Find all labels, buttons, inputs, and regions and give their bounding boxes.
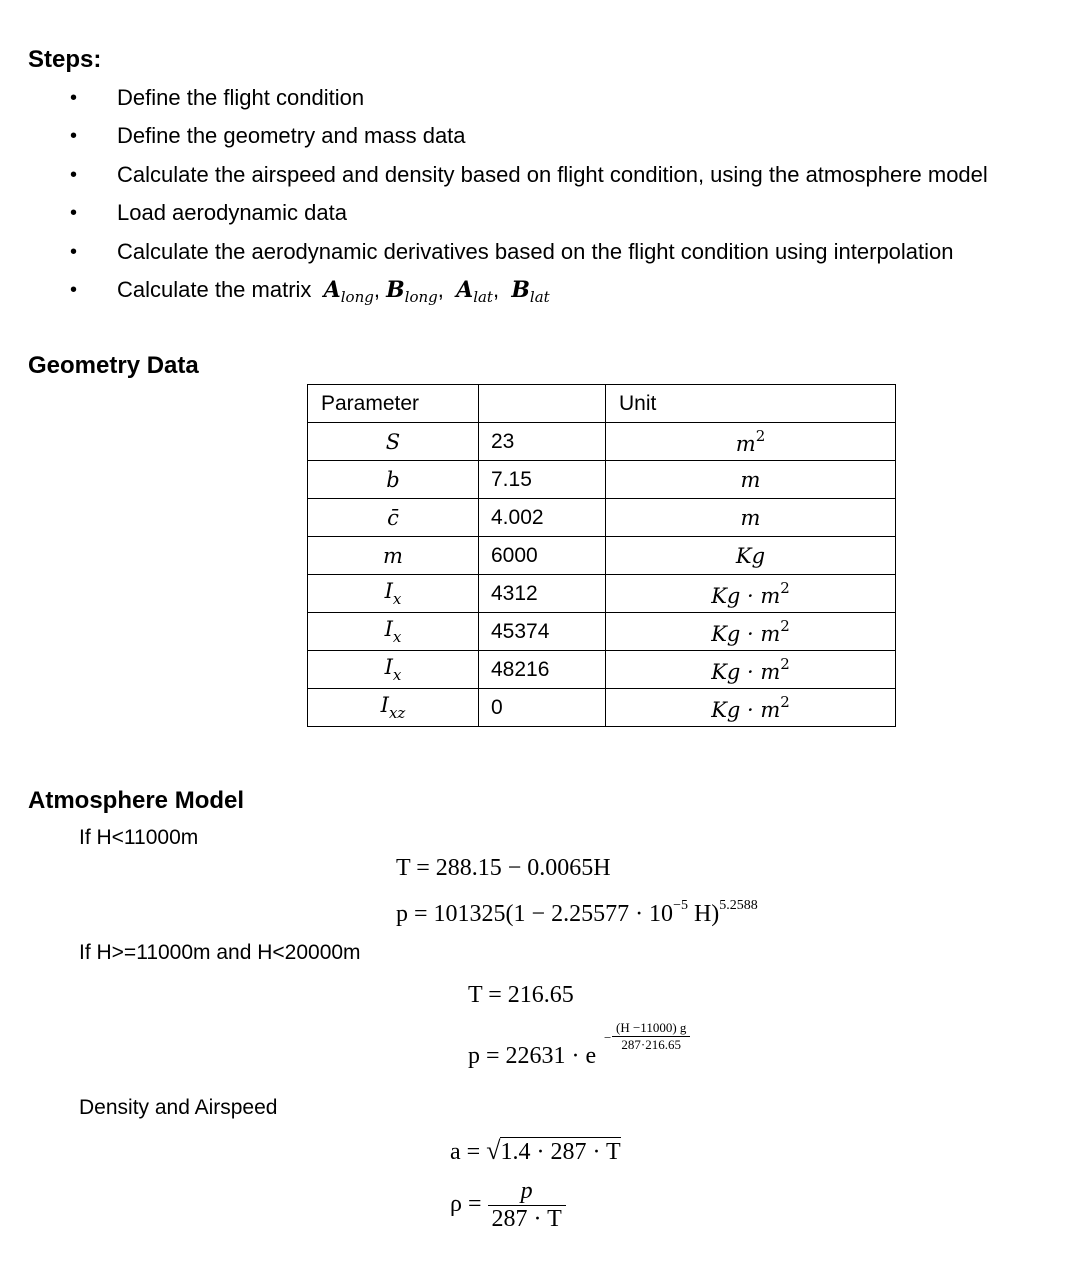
table-row bbox=[308, 461, 896, 499]
equation-pressure-1: $p = 101325(1 - 2.25577 \cdot 10^{-5}$ H)$^{5.2588}$ bbox=[396, 898, 758, 927]
unit-cell: $Kg \cdot m^2$ bbox=[606, 613, 896, 651]
bullet: • bbox=[70, 278, 78, 301]
value-cell: 4.002 bbox=[479, 499, 606, 537]
param-cell: $I_x$ bbox=[308, 613, 479, 651]
step-text: Calculate the airspeed and density based on flight condition, using the atmosphere model bbox=[117, 161, 988, 187]
density-airspeed-label: Density and Airspeed bbox=[79, 1096, 278, 1119]
step-text-matrix: Calculate the matrix $A_{long}$, $B_{long}$, $A_{lat}$, $B_{lat}$ bbox=[117, 276, 550, 306]
step-text: Define the flight condition bbox=[117, 85, 365, 110]
equation-density: ρ = $\frac{p}{287 \cdot T}$ bbox=[450, 1178, 566, 1233]
geometry-table bbox=[307, 384, 896, 727]
atmosphere-heading: Atmosphere Model bbox=[28, 787, 245, 814]
unit-cell: $Kg \cdot m^2$ bbox=[606, 651, 896, 689]
table-row bbox=[308, 613, 896, 651]
param-cell: m bbox=[308, 537, 479, 575]
matrix-b-long: $B_{long}$ bbox=[386, 276, 438, 306]
table-row bbox=[308, 575, 896, 613]
bullet: • bbox=[70, 202, 78, 225]
condition-high-altitude: If H>=11000m and H<20000m bbox=[79, 941, 361, 964]
unit-cell: m bbox=[606, 461, 896, 499]
bullet: • bbox=[70, 240, 78, 263]
table-row bbox=[308, 537, 896, 575]
header-parameter: Parameter bbox=[308, 385, 479, 423]
unit-cell: $Kg \cdot m^2$ bbox=[606, 689, 896, 727]
header-value bbox=[479, 385, 606, 423]
header-unit: Unit bbox=[606, 385, 896, 423]
value-cell: 0 bbox=[479, 689, 606, 727]
equation-pressure-2: p = 22631 · e bbox=[468, 1043, 597, 1069]
matrix-a-long: $A_{long}$ bbox=[323, 276, 374, 306]
table-row bbox=[308, 689, 896, 727]
unit-cell: Kg bbox=[606, 537, 896, 575]
value-cell: 7.15 bbox=[479, 461, 606, 499]
param-cell: $I_x$ bbox=[308, 651, 479, 689]
step-text: Calculate the matrix bbox=[117, 276, 312, 302]
value-cell: 6000 bbox=[479, 537, 606, 575]
param-cell: S bbox=[308, 423, 479, 461]
table-row bbox=[308, 651, 896, 689]
param-cell: b bbox=[308, 461, 479, 499]
pressure-2-exponent: − $\frac{(H -11000) g}{287\cdot 216.65}$ bbox=[604, 1020, 690, 1053]
matrix-a-lat: $A_{lat}$ bbox=[456, 276, 493, 306]
geometry-heading: Geometry Data bbox=[28, 352, 199, 379]
table-header-row bbox=[308, 385, 896, 423]
table-row bbox=[308, 499, 896, 537]
bullet: • bbox=[70, 125, 78, 148]
step-text: Calculate the aerodynamic derivatives based on the flight condition using interpolation bbox=[117, 238, 954, 264]
value-cell: 45374 bbox=[479, 613, 606, 651]
bullet: • bbox=[70, 163, 78, 186]
param-cell: c̄ bbox=[308, 499, 479, 537]
unit-cell: $m^2$ bbox=[606, 423, 896, 461]
table-row bbox=[308, 423, 896, 461]
param-cell: $I_x$ bbox=[308, 575, 479, 613]
steps-heading: Steps: bbox=[28, 46, 102, 73]
value-cell: 4312 bbox=[479, 575, 606, 613]
step-text: Load aerodynamic data bbox=[117, 200, 347, 226]
matrix-b-lat: $B_{lat}$ bbox=[511, 276, 550, 306]
unit-cell: $Kg \cdot m^2$ bbox=[606, 575, 896, 613]
param-cell: $I_{xz}$ bbox=[308, 689, 479, 727]
unit-cell: m bbox=[606, 499, 896, 537]
bullet: • bbox=[70, 87, 78, 109]
equation-speed-of-sound: a = √1.4 · 287 · T bbox=[450, 1136, 621, 1165]
condition-low-altitude: If H<11000m bbox=[79, 826, 199, 849]
value-cell: 48216 bbox=[479, 651, 606, 689]
value-cell: 23 bbox=[479, 423, 606, 461]
equation-temperature-2: T = 216.65 bbox=[468, 982, 574, 1008]
equation-temperature-1: T = 288.15 − 0.0065H bbox=[396, 855, 611, 881]
step-text: Define the geometry and mass data bbox=[117, 123, 466, 149]
